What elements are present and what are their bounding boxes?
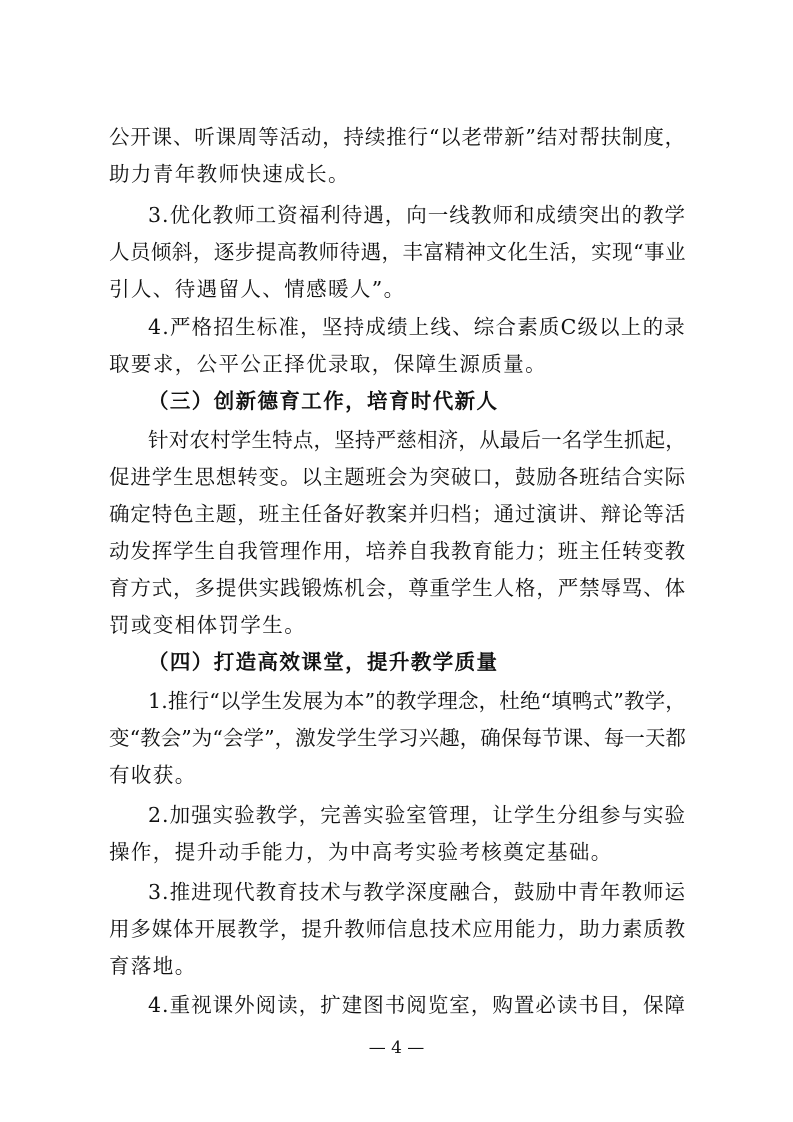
text-line: 取要求，公平公正择优录取，保障生源质量。: [109, 352, 547, 376]
section-heading-3: （三）创新德育工作，培育时代新人: [148, 389, 499, 413]
text-line: 1.推行“以学生发展为本”的教学理念，杜绝“填鸭式”教学，: [148, 689, 686, 713]
text-line: 育方式，多提供实践锻炼机会，尊重学生人格，严禁辱骂、体: [109, 576, 686, 600]
text-line: 有收获。: [109, 763, 197, 787]
text-line: 2.加强实验教学，完善实验室管理，让学生分组参与实验: [148, 803, 686, 827]
text-line: 针对农村学生特点，坚持严慈相济，从最后一名学生抓起，: [148, 428, 686, 452]
text-line: 人员倾斜，逐步提高教师待遇，丰富精神文化生活，实现“事业: [109, 240, 686, 264]
text-line: 3.优化教师工资福利待遇，向一线教师和成绩突出的教学: [148, 203, 686, 227]
text-line: 4.严格招生标准，坚持成绩上线、综合素质C级以上的录: [148, 315, 686, 339]
text-line: 确定特色主题，班主任备好教案并归档；通过演讲、辩论等活: [109, 502, 686, 526]
text-line: 助力青年教师快速成长。: [109, 162, 350, 186]
page-number: — 4 —: [368, 1038, 425, 1058]
text-line: 4.重视课外阅读，扩建图书阅览室，购置必读书目，保障: [148, 993, 686, 1017]
text-line: 操作，提升动手能力，为中高考实验考核奠定基础。: [109, 840, 613, 864]
text-line: 用多媒体开展教学，提升教师信息技术应用能力，助力素质教: [109, 917, 686, 941]
text-line: 公开课、听课周等活动，持续推行“以老带新”结对帮扶制度，: [109, 125, 686, 149]
text-line: 动发挥学生自我管理作用，培养自我教育能力；班主任转变教: [109, 539, 686, 563]
text-line: 罚或变相体罚学生。: [109, 613, 307, 637]
text-line: 3.推进现代教育技术与教学深度融合，鼓励中青年教师运: [148, 880, 686, 904]
text-line: 变“教会”为“会学”，激发学生学习兴趣，确保每节课、每一天都: [109, 726, 686, 750]
text-line: 促进学生思想转变。以主题班会为突破口，鼓励各班结合实际: [109, 465, 686, 489]
text-line: 育落地。: [109, 954, 197, 978]
text-line: 引人、待遇留人、情感暖人”。: [109, 277, 406, 301]
section-heading-4: （四）打造高效课堂，提升教学质量: [148, 650, 499, 674]
